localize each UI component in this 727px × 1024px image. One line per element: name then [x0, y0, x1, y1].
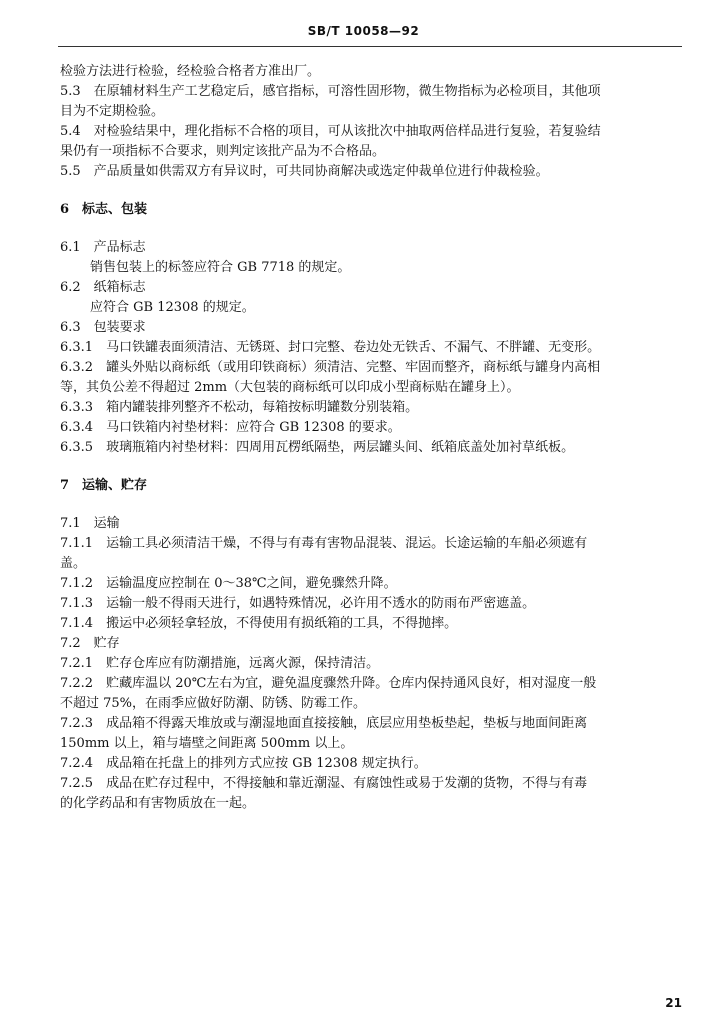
clause-7-2-2: 7.2.2 贮藏库温以 20℃左右为宜，避免温度骤然升降。仓库内保持通风良好，相对湿度一般 [60, 676, 597, 691]
page-number: 21 [665, 996, 682, 1010]
section-6-heading: 6 标志、包装 [60, 202, 148, 217]
section-7-heading: 7 运输、贮存 [60, 478, 148, 493]
clause-6-3-2: 6.3.2 罐头外贴以商标纸（或用印铁商标）须清洁、完整、牢固而整齐，商标纸与罐身内高相 [60, 360, 601, 375]
text-line: 检验方法进行检验，经检验合格者方准出厂。 [60, 64, 321, 79]
clause-6-2: 6.2 纸箱标志 [60, 280, 146, 295]
clause-5-4: 5.4 对检验结果中，理化指标不合格的项目，可从该批次中抽取两倍样品进行复验，若复验结 [60, 124, 601, 139]
clause-5-4-cont: 果仍有一项指标不合要求，则判定该批产品为不合格品。 [60, 144, 386, 159]
clause-6-3: 6.3 包装要求 [60, 320, 146, 335]
clause-7-2-3-cont: 150mm 以上，箱与墙壁之间距离 500mm 以上。 [60, 736, 354, 751]
clause-6-2-text: 应符合 GB 12308 的规定。 [90, 300, 255, 315]
clause-6-3-3: 6.3.3 箱内罐装排列整齐不松动，每箱按标明罐数分别装箱。 [60, 400, 419, 415]
clause-6-3-2-cont: 等，其负公差不得超过 2mm（大包装的商标纸可以印成小型商标贴在罐身上）。 [60, 380, 520, 395]
clause-7-2-3: 7.2.3 成品箱不得露天堆放或与潮湿地面直接接触，底层应用垫板垫起，垫板与地面间距离 [60, 716, 588, 731]
clause-7-1-1: 7.1.1 运输工具必须清洁干燥，不得与有毒有害物品混装、混运。长途运输的车船必须遮有 [60, 536, 588, 551]
header-rule [58, 46, 682, 47]
clause-7-2-4: 7.2.4 成品箱在托盘上的排列方式应按 GB 12308 规定执行。 [60, 756, 427, 771]
clause-6-1-text: 销售包装上的标签应符合 GB 7718 的规定。 [90, 260, 351, 275]
clause-5-5: 5.5 产品质量如供需双方有异议时，可共同协商解决或选定仲裁单位进行仲裁检验。 [60, 164, 549, 179]
clause-5-3-cont: 目为不定期检验。 [60, 104, 165, 119]
clause-6-3-1: 6.3.1 马口铁罐表面须清洁、无锈斑、封口完整、卷边处无铁舌、不漏气、不胖罐、无变形。 [60, 340, 601, 355]
clause-7-1-4: 7.1.4 搬运中必须轻拿轻放，不得使用有损纸箱的工具，不得抛摔。 [60, 616, 458, 631]
clause-7-1-1-cont: 盖。 [60, 556, 87, 571]
clause-7-1: 7.1 运输 [60, 516, 120, 531]
clause-6-1: 6.1 产品标志 [60, 240, 146, 255]
clause-7-2-5: 7.2.5 成品在贮存过程中，不得接触和靠近潮湿、有腐蚀性或易于发潮的货物，不得与有毒 [60, 776, 588, 791]
clause-7-1-3: 7.1.3 运输一般不得雨天进行，如遇特殊情况，必许用不透水的防雨布严密遮盖。 [60, 596, 536, 611]
clause-7-1-2: 7.1.2 运输温度应控制在 0～38℃之间，避免骤然升降。 [60, 576, 397, 591]
document-header: SB/T 10058—92 [307, 24, 420, 38]
clause-7-2: 7.2 贮存 [60, 636, 120, 651]
clause-6-3-4: 6.3.4 马口铁箱内衬垫材料：应符合 GB 12308 的要求。 [60, 420, 401, 435]
clause-6-3-5: 6.3.5 玻璃瓶箱内衬垫材料：四周用瓦楞纸隔垫，两层罐头间、纸箱底盖处加衬草纸板。 [60, 440, 575, 455]
clause-5-3: 5.3 在原辅材料生产工艺稳定后，感官指标，可溶性固形物，微生物指标为必检项目，其他项 [60, 84, 601, 99]
clause-7-2-1: 7.2.1 贮存仓库应有防潮措施，远离火源，保持清洁。 [60, 656, 380, 671]
clause-7-2-2-cont: 不超过 75%，在雨季应做好防潮、防锈、防霉工作。 [60, 696, 367, 711]
document-body [60, 62, 682, 814]
clause-7-2-5-cont: 的化学药品和有害物质放在一起。 [60, 796, 256, 811]
